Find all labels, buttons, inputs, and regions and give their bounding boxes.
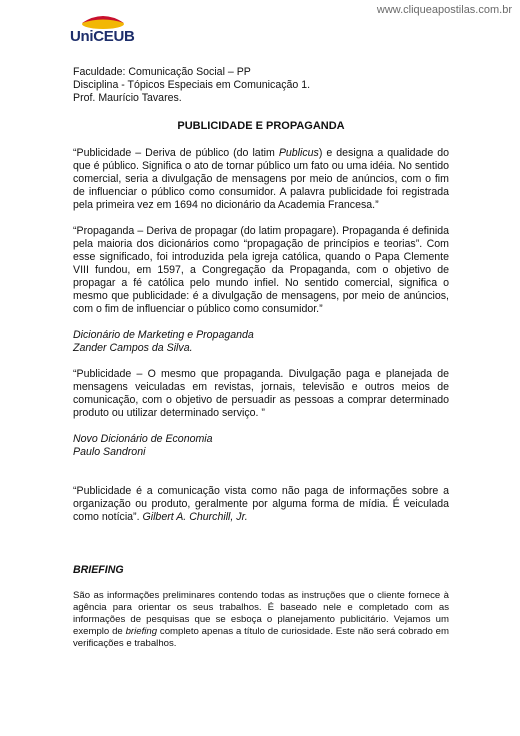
discipline-line: Disciplina - Tópicos Especiais em Comunicação 1. — [73, 79, 311, 91]
publicidade-definition-2: “Publicidade – O mesmo que propaganda. Divulgação paga e planejada de mensagens veiculadas em revistas, jornais, televisão e outros meios de comunicação, com o objetivo de persuadir as pessoas a comprar determinado produto ou utilizar determinado serviço. ” — [73, 368, 449, 419]
ref1-title: Dicionário de Marketing e Propaganda — [73, 329, 254, 341]
ref2-author: Paulo Sandroni — [73, 446, 146, 458]
p1-text-a: “Publicidade – Deriva de público (do latim — [73, 147, 279, 159]
reference-dicionario-economia — [73, 433, 449, 459]
reference-dicionario-marketing — [73, 329, 449, 355]
p1-latin-term: Publicus — [278, 147, 319, 159]
faculty-line: Faculdade: Comunicação Social – PP — [73, 66, 251, 78]
propaganda-definition: “Propaganda – Deriva de propagar (do latim propagare). Propaganda é definida pela maioria dos dicionários como “propagação de princípios e teorias”. Com esse significado, foi introduzida pela igreja católica, quando o Papa Clemente VIII fundou, em 1597, a Congregação da Propaganda, com o objetivo de propagar a fé católica pelo mundo infiel. No sentido comercial, significa o mesmo que publicidade: é a divulgação de mensagens, por meio de anúncios, com o fim de influenciar o público como consumidor.” — [73, 225, 449, 315]
p4-author: Gilbert A. Churchill, Jr. — [142, 511, 248, 523]
ref1-author: Zander Campos da Silva. — [73, 342, 193, 354]
briefing-heading: BRIEFING — [73, 564, 124, 576]
site-watermark[interactable]: www.cliqueapostilas.com.br — [376, 4, 512, 16]
p4-text: “Publicidade é a comunicação vista como não paga de informações sobre a organização ou produto, geralmente por alguma forma de mídia. É veiculada como notícia”. — [73, 485, 449, 523]
briefing-paragraph — [73, 590, 449, 650]
briefing-term: briefing — [125, 626, 158, 637]
uniceub-logo — [70, 12, 140, 46]
briefing-text-c: completo apenas a título de curiosidade. Este não será cobrado em verificações e trabalhos. — [73, 626, 449, 649]
publicidade-definition — [73, 147, 449, 212]
publicidade-churchill-quote — [73, 485, 449, 524]
document-title: PUBLICIDADE E PROPAGANDA — [177, 120, 345, 132]
logo-text: UniCEUB — [70, 28, 135, 45]
briefing-text-a: São as informações preliminares contendo todas as instruções que o cliente fornece à agência para orientar os seus trabalhos. É baseado nele e completado com as informações de pesquisas que se esboça o planejamento publicitário. Vejamos um exemplo de — [73, 590, 449, 637]
document-body — [73, 66, 449, 663]
course-header — [73, 66, 449, 105]
professor-line: Prof. Maurício Tavares. — [73, 92, 182, 104]
p1-text-c: ) e designa a qualidade do que é público. Significa o ato de tornar público um fato ou uma idéia. No sentido comercial, seria a divulgação de mensagens por meio de anúncios, com o fim de influenciar o público como consumidor. A palavra publicidade foi registrada pela primeira vez em 1694 no dicionário da Academia Francesa.” — [73, 147, 449, 211]
ref2-title: Novo Dicionário de Economia — [73, 433, 213, 445]
